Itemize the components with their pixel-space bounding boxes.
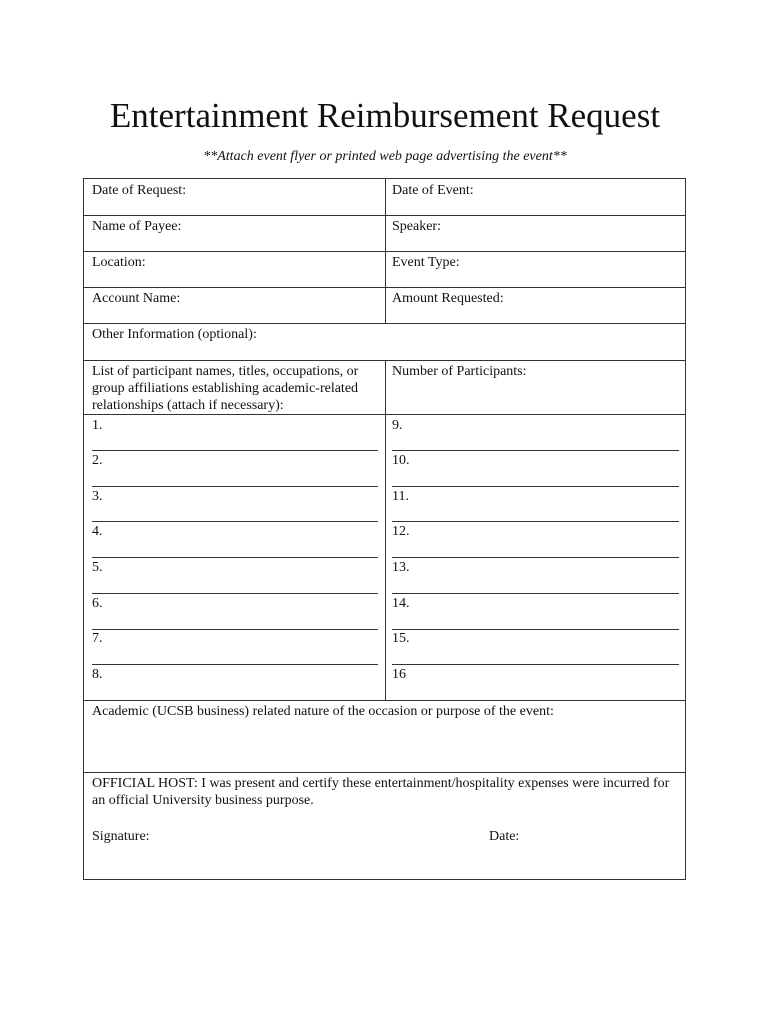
participant-number: 1. — [92, 418, 103, 433]
participant-number: 5. — [92, 560, 103, 575]
participant-number: 7. — [92, 631, 103, 646]
date-of-request-field[interactable]: Date of Request: — [92, 183, 187, 198]
participant-number: 6. — [92, 596, 103, 611]
participant-line[interactable] — [92, 593, 378, 594]
page-title: Entertainment Reimbursement Request — [109, 96, 661, 135]
participant-number: 4. — [92, 524, 103, 539]
account-name-field[interactable]: Account Name: — [92, 291, 181, 306]
row-divider — [84, 323, 685, 324]
participant-line[interactable] — [92, 557, 378, 558]
reimbursement-form — [83, 178, 686, 880]
participant-number: 13. — [392, 560, 410, 575]
number-of-participants-field[interactable]: Number of Participants: — [392, 364, 527, 379]
participant-number: 16 — [392, 667, 406, 682]
participant-line[interactable] — [92, 450, 378, 451]
participant-line[interactable] — [392, 450, 679, 451]
participant-line[interactable] — [92, 664, 378, 665]
academic-purpose-field[interactable]: Academic (UCSB business) related nature of the occasion or purpose of the event: — [92, 704, 554, 719]
column-divider — [385, 360, 386, 700]
participant-number: 2. — [92, 453, 103, 468]
date-of-event-field[interactable]: Date of Event: — [392, 183, 474, 198]
row-divider — [84, 700, 685, 701]
participant-line[interactable] — [392, 486, 679, 487]
participant-number: 12. — [392, 524, 410, 539]
participant-number: 11. — [392, 489, 409, 504]
participant-line[interactable] — [392, 593, 679, 594]
certification-date-field[interactable]: Date: — [489, 829, 520, 844]
row-divider — [84, 772, 685, 773]
name-of-payee-field[interactable]: Name of Payee: — [92, 219, 182, 234]
participant-list-label: List of participant names, titles, occupations, or group affiliations establishing academic-related relationships (attach if necessary): — [92, 364, 359, 413]
participant-number: 8. — [92, 667, 103, 682]
participant-line[interactable] — [92, 629, 378, 630]
amount-requested-field[interactable]: Amount Requested: — [392, 291, 504, 306]
participant-line[interactable] — [392, 629, 679, 630]
participant-line[interactable] — [92, 486, 378, 487]
other-information-field[interactable]: Other Information (optional): — [92, 327, 257, 342]
participant-number: 10. — [392, 453, 410, 468]
participant-number: 9. — [392, 418, 403, 433]
participant-line[interactable] — [92, 521, 378, 522]
speaker-field[interactable]: Speaker: — [392, 219, 441, 234]
participant-line[interactable] — [392, 664, 679, 665]
participant-number: 3. — [92, 489, 103, 504]
column-divider — [385, 179, 386, 323]
participant-number: 14. — [392, 596, 410, 611]
location-field[interactable]: Location: — [92, 255, 146, 270]
event-type-field[interactable]: Event Type: — [392, 255, 460, 270]
participant-line[interactable] — [392, 557, 679, 558]
official-host-statement: OFFICIAL HOST: I was present and certify these entertainment/hospitality expenses were incurred for an official University business purpose. — [92, 776, 670, 808]
participant-line[interactable] — [392, 521, 679, 522]
participant-number: 15. — [392, 631, 410, 646]
attachment-instruction: **Attach event flyer or printed web page advertising the event** — [203, 149, 567, 164]
signature-field[interactable]: Signature: — [92, 829, 150, 844]
